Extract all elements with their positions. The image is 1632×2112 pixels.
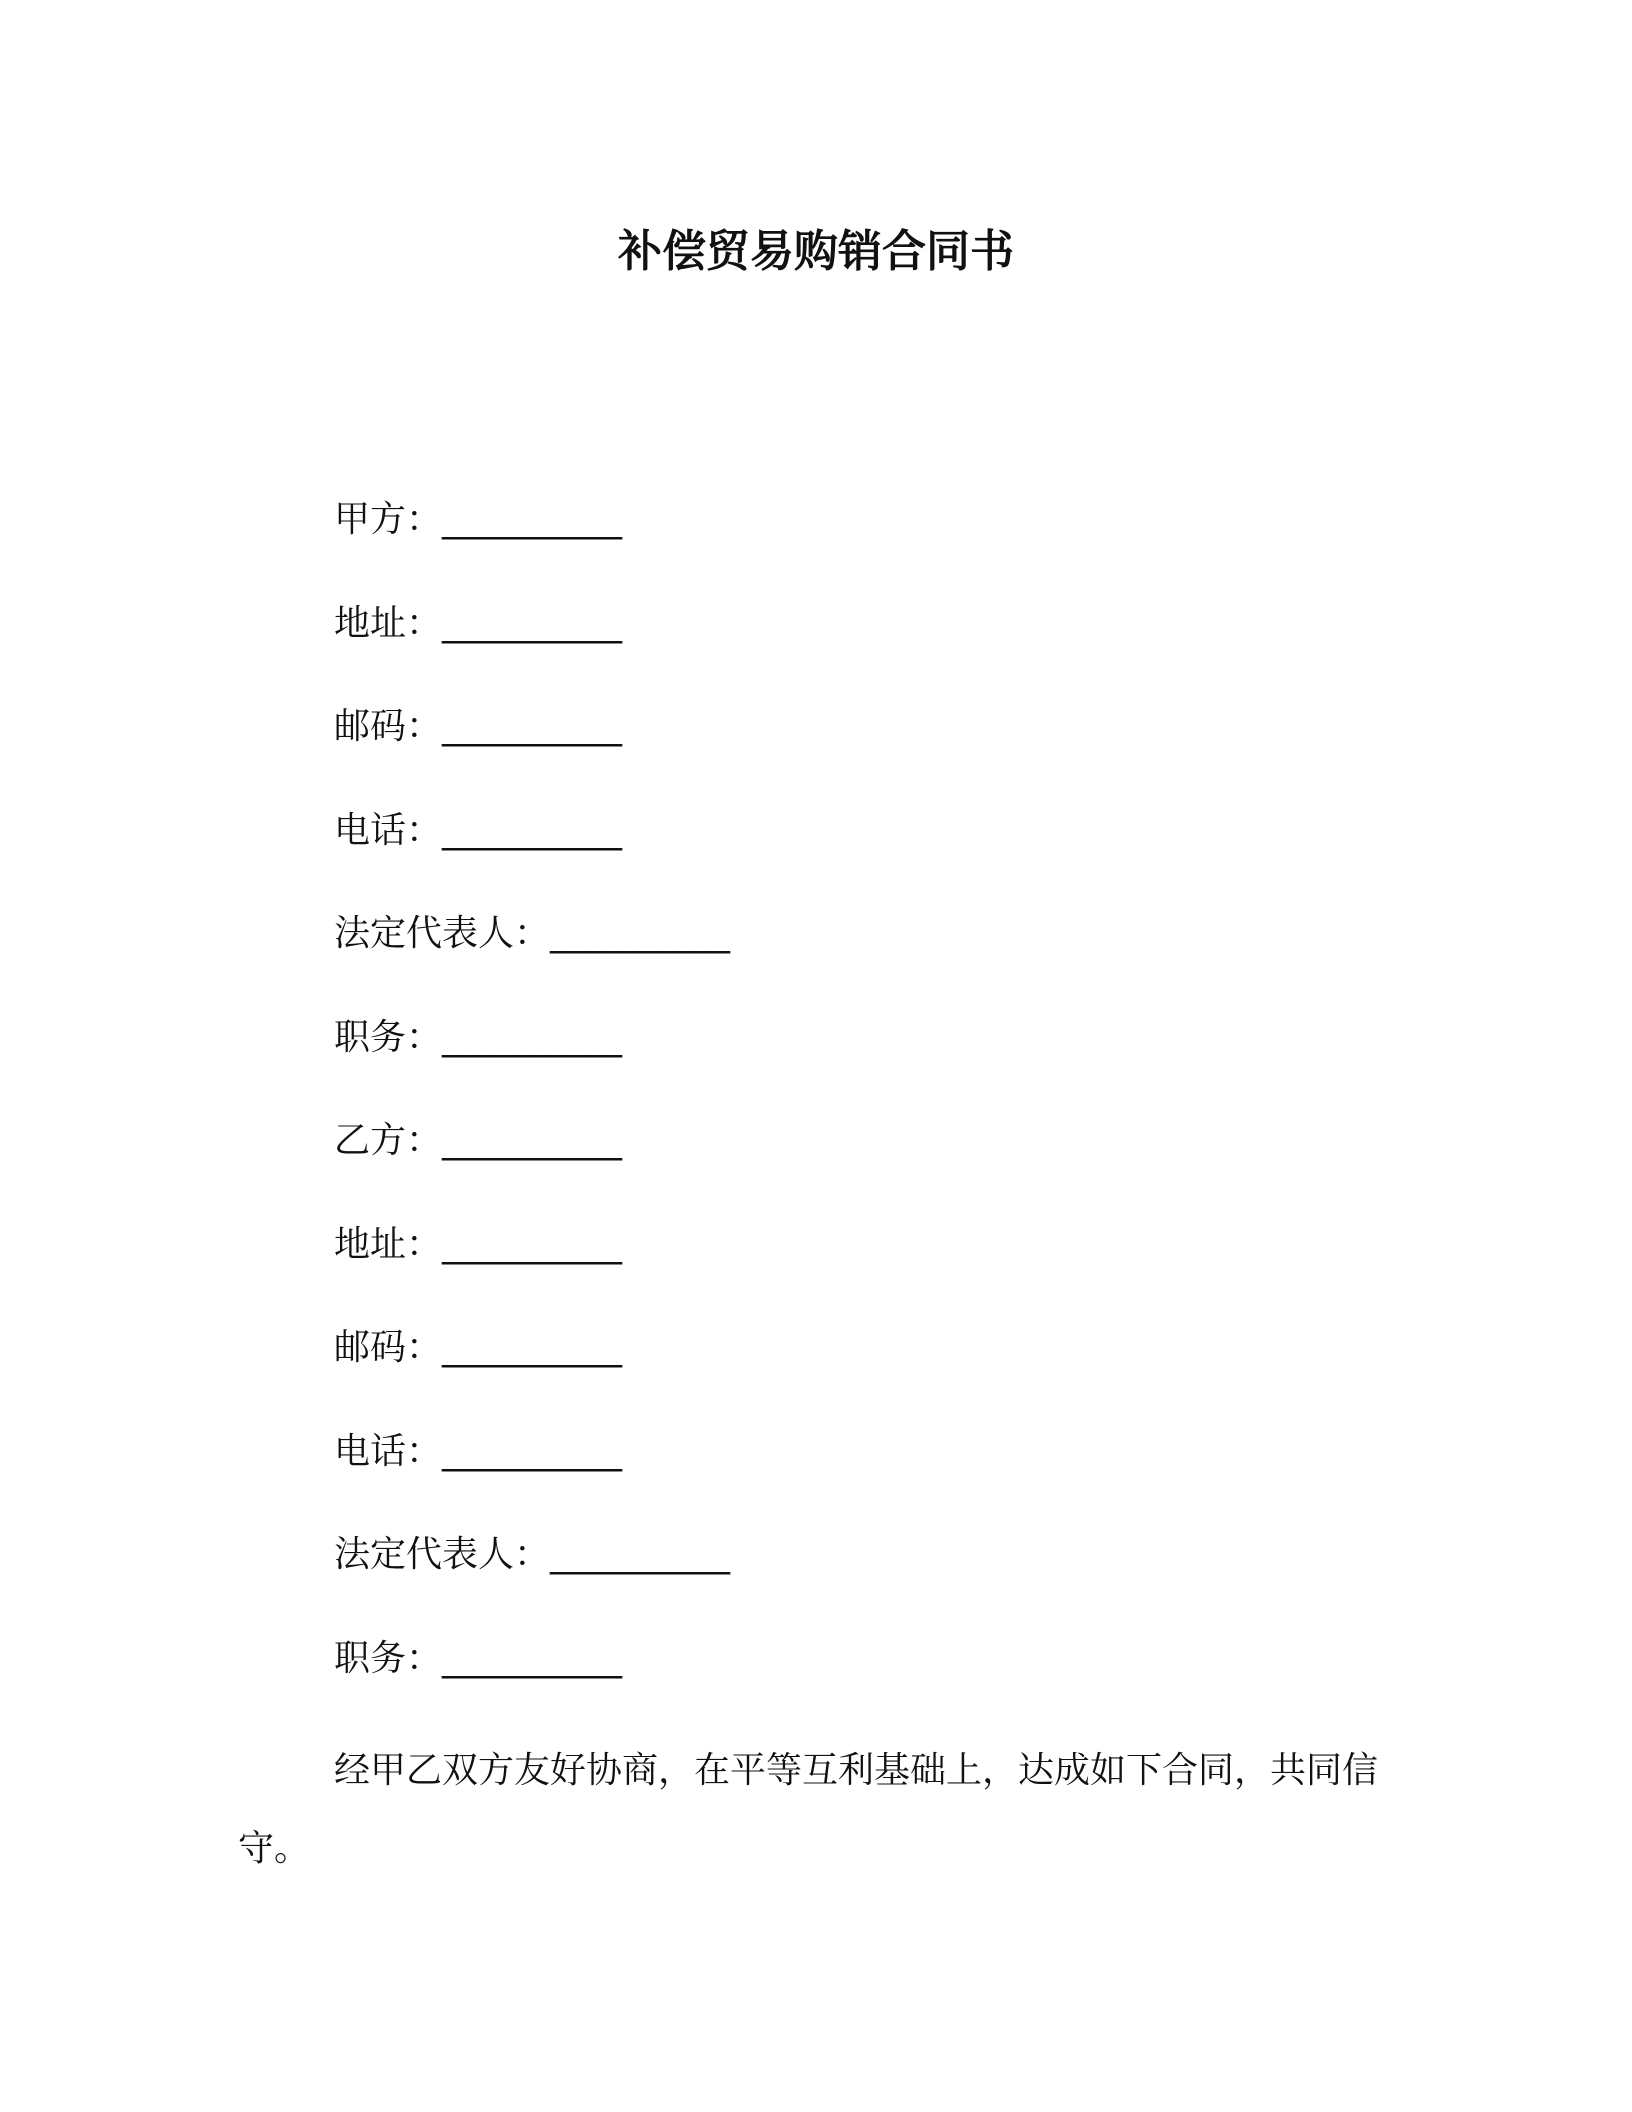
fill-in-blank: __________	[550, 1534, 731, 1575]
party-a-postcode-row	[334, 701, 1434, 805]
fill-in-blank: __________	[442, 1120, 623, 1161]
intro-paragraph: 经甲乙双方友好协商，在平等互利基础上，达成如下合同，共同信守。	[238, 1750, 1379, 1869]
field-label: 电话：	[334, 1430, 443, 1472]
party-b-postcode-row	[334, 1322, 1434, 1426]
fill-in-blank: __________	[442, 1223, 623, 1265]
field-label: 甲方：	[334, 499, 443, 540]
party-b-address-row	[334, 1219, 1434, 1323]
fill-in-blank: __________	[550, 913, 731, 954]
party-a-address-row	[334, 598, 1434, 702]
fill-in-blank: __________	[442, 1430, 623, 1472]
fill-in-blank: __________	[442, 706, 623, 747]
fill-in-blank: __________	[442, 809, 623, 851]
field-label: 法定代表人：	[334, 913, 551, 954]
document-title: 补偿贸易购销合同书	[618, 226, 1014, 277]
fill-in-blank: __________	[442, 1016, 623, 1058]
field-label: 职务：	[334, 1637, 443, 1679]
party-a-legal-rep-row	[334, 908, 1434, 1012]
field-label: 地址：	[334, 1223, 443, 1265]
party-a-position-row	[334, 1012, 1434, 1116]
field-label: 邮码：	[334, 1327, 443, 1368]
fill-in-blank: __________	[442, 602, 623, 644]
party-fields	[334, 494, 1434, 1736]
field-label: 电话：	[334, 809, 443, 851]
field-label: 地址：	[334, 602, 443, 644]
party-a-phone-row	[334, 805, 1434, 909]
field-label: 乙方：	[334, 1120, 443, 1161]
fill-in-blank: __________	[442, 1637, 623, 1679]
party-b-position-row	[334, 1633, 1434, 1737]
field-label: 法定代表人：	[334, 1534, 551, 1575]
field-label: 邮码：	[334, 706, 443, 747]
party-b-legal-rep-row	[334, 1529, 1434, 1633]
fill-in-blank: __________	[442, 1327, 623, 1368]
party-a-name-row	[334, 494, 1434, 598]
party-b-phone-row	[334, 1426, 1434, 1530]
fill-in-blank: __________	[442, 499, 623, 540]
field-label: 职务：	[334, 1016, 443, 1058]
party-b-name-row	[334, 1115, 1434, 1219]
